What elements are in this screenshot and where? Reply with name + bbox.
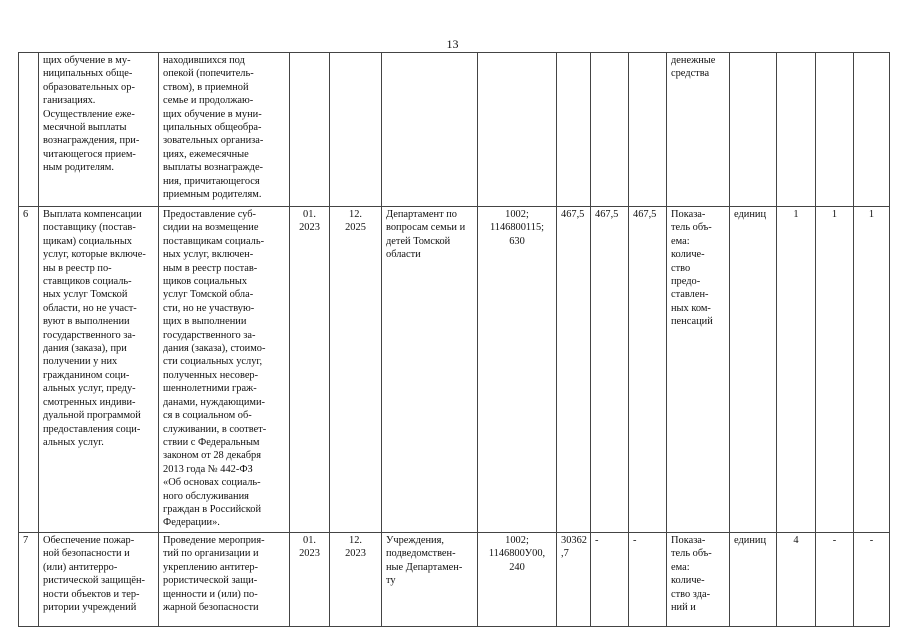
measure-name: Выплата компенсации поставщику (постав- щикам) социальных услуг, которые включе- ны в реестр по- ставщиков социаль- ных услуг Томской области, но не участ- вуют в выполнении государственного за- дания (заказа), при получении у них гражданином соци- альных услуг, преду- смотренных индиви- дуальной программой предоставления соци- альных услуг. xyxy=(39,207,159,533)
funding-year-1: 30362 ,7 xyxy=(557,533,591,627)
indicator-year-2: - xyxy=(816,533,854,627)
funding-year-2 xyxy=(591,53,629,207)
measure-name: Обеспечение пожар- ной безопасности и (или) антитерро- ристической защищён- ности объектов и тер- ритории учреждений xyxy=(39,533,159,627)
indicator-name: Показа- тель объ- ема: количе- ство предо- ставлен- ных ком- пенсаций xyxy=(667,207,730,533)
indicator-year-2: 1 xyxy=(816,207,854,533)
measure-description: находившихся под опекой (попечитель- ством), в приемной семье и продолжаю- щих обучение в муни- ципальных общеобра- зовательных организа- циях, ежемесячные выплаты вознагражде- ния, причитающегося приемным родителям. xyxy=(159,53,290,207)
indicator-year-1: 1 xyxy=(777,207,816,533)
end-date: 12. 2023 xyxy=(330,533,382,627)
indicator-unit: единиц xyxy=(730,207,777,533)
funding-year-1 xyxy=(557,53,591,207)
table-row xyxy=(19,53,890,207)
measure-description: Проведение мероприя- тий по организации и укреплению антитер- рористической защи- щенности и (или) по- жарной безопасности xyxy=(159,533,290,627)
indicator-year-2 xyxy=(816,53,854,207)
program-measures-table xyxy=(18,52,890,627)
funding-year-1: 467,5 xyxy=(557,207,591,533)
funding-year-2: - xyxy=(591,533,629,627)
row-number: 6 xyxy=(19,207,39,533)
row-number xyxy=(19,53,39,207)
indicator-year-3: - xyxy=(854,533,890,627)
indicator-unit xyxy=(730,53,777,207)
start-date: 01. 2023 xyxy=(290,207,330,533)
start-date xyxy=(290,53,330,207)
budget-code: 1002; 1146800115; 630 xyxy=(478,207,557,533)
indicator-year-3 xyxy=(854,53,890,207)
funding-year-2: 467,5 xyxy=(591,207,629,533)
measure-name: щих обучение в му- ниципальных обще- образовательных ор- ганизациях. Осуществление еже- месячной выплаты вознаграждения, при- читающегося прием- ным родителям. xyxy=(39,53,159,207)
indicator-name: денежные средства xyxy=(667,53,730,207)
page-number: 13 xyxy=(446,37,459,51)
executor: Департамент по вопросам семьи и детей Томской области xyxy=(382,207,478,533)
funding-year-3 xyxy=(629,53,667,207)
table-row xyxy=(19,533,890,627)
budget-code: 1002; 1146800У00, 240 xyxy=(478,533,557,627)
row-number: 7 xyxy=(19,533,39,627)
start-date: 01. 2023 xyxy=(290,533,330,627)
indicator-name: Показа- тель объ- ема: количе- ство зда- ний и xyxy=(667,533,730,627)
table-row xyxy=(19,207,890,533)
budget-code xyxy=(478,53,557,207)
executor xyxy=(382,53,478,207)
indicator-year-1: 4 xyxy=(777,533,816,627)
executor: Учреждения, подведомствен- ные Департамен- ту xyxy=(382,533,478,627)
measure-description: Предоставление суб- сидии на возмещение поставщикам социаль- ных услуг, включен- ным в реестр постав- щиков социальных услуг Томской обла- сти, но не участвую- щих в выполнении государственного за- дания (заказа), стоимо- сти социальных услуг, полученных несовер- шеннолетними граж- данами, нуждающими- ся в социальном об- служивании, в соответ- ствии с Федеральным законом от 28 декабря 2013 года № 442-ФЗ «Об основах социаль- ного обслуживания граждан в Российской Федерации». xyxy=(159,207,290,533)
indicator-unit: единиц xyxy=(730,533,777,627)
end-date xyxy=(330,53,382,207)
end-date: 12. 2025 xyxy=(330,207,382,533)
indicator-year-1 xyxy=(777,53,816,207)
indicator-year-3: 1 xyxy=(854,207,890,533)
funding-year-3: 467,5 xyxy=(629,207,667,533)
funding-year-3: - xyxy=(629,533,667,627)
